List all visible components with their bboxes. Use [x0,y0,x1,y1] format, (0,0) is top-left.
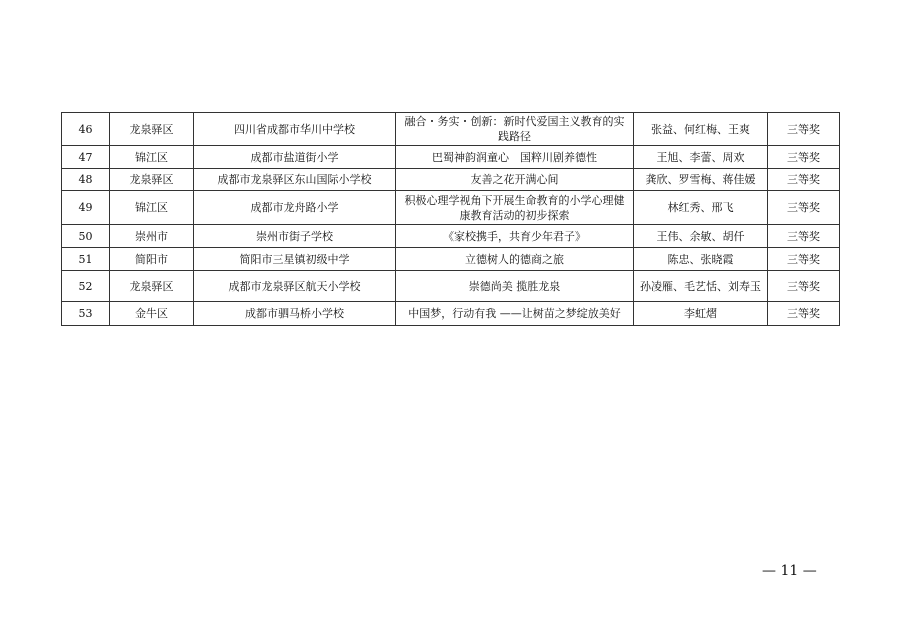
district-cell: 崇州市 [110,225,194,248]
row-number: 46 [62,113,110,146]
project-cell: 立德树人的德商之旅 [396,248,634,271]
district-cell: 龙泉驿区 [110,169,194,191]
prize-cell: 三等奖 [768,302,840,326]
prize-cell: 三等奖 [768,271,840,302]
school-cell: 成都市龙泉驿区东山国际小学校 [194,169,396,191]
prize-cell: 三等奖 [768,248,840,271]
row-number: 49 [62,191,110,225]
row-number: 47 [62,146,110,169]
district-cell: 简阳市 [110,248,194,271]
district-cell: 龙泉驿区 [110,271,194,302]
school-cell: 成都市龙泉驿区航天小学校 [194,271,396,302]
project-cell: 巴蜀神韵润童心 国粹川剧养德性 [396,146,634,169]
people-cell: 孙凌雁、毛艺恬、刘寿玉 [634,271,768,302]
table-row [62,146,840,169]
table-row [62,271,840,302]
people-cell: 王伟、余敏、胡仟 [634,225,768,248]
prize-cell: 三等奖 [768,169,840,191]
row-number: 48 [62,169,110,191]
school-cell: 简阳市三星镇初级中学 [194,248,396,271]
table-row [62,191,840,225]
row-number: 53 [62,302,110,326]
table-row [62,225,840,248]
people-cell: 林红秀、邢飞 [634,191,768,225]
page-number: — 11 — [762,563,817,579]
row-number: 51 [62,248,110,271]
project-cell: 崇德尚美 揽胜龙泉 [396,271,634,302]
district-cell: 锦江区 [110,191,194,225]
project-cell: 友善之花开满心间 [396,169,634,191]
prize-cell: 三等奖 [768,146,840,169]
project-cell: 《家校携手，共育少年君子》 [396,225,634,248]
district-cell: 龙泉驿区 [110,113,194,146]
table-row [62,113,840,146]
table-row [62,248,840,271]
row-number: 52 [62,271,110,302]
project-cell: 融合・务实・创新：新时代爱国主义教育的实践路径 [396,113,634,146]
school-cell: 成都市驷马桥小学校 [194,302,396,326]
table-row [62,169,840,191]
district-cell: 锦江区 [110,146,194,169]
prize-cell: 三等奖 [768,225,840,248]
people-cell: 龚欣、罗雪梅、蒋佳媛 [634,169,768,191]
district-cell: 金牛区 [110,302,194,326]
people-cell: 陈忠、张晓霞 [634,248,768,271]
school-cell: 成都市盐道街小学 [194,146,396,169]
row-number: 50 [62,225,110,248]
prize-cell: 三等奖 [768,191,840,225]
school-cell: 成都市龙舟路小学 [194,191,396,225]
school-cell: 四川省成都市华川中学校 [194,113,396,146]
award-table [61,112,840,326]
school-cell: 崇州市街子学校 [194,225,396,248]
project-cell: 积极心理学视角下开展生命教育的小学心理健康教育活动的初步探索 [396,191,634,225]
people-cell: 王旭、李蕾、周欢 [634,146,768,169]
project-cell: 中国梦，行动有我 ——让树苗之梦绽放美好 [396,302,634,326]
people-cell: 张益、何红梅、王爽 [634,113,768,146]
people-cell: 李虹熠 [634,302,768,326]
table-row [62,302,840,326]
prize-cell: 三等奖 [768,113,840,146]
